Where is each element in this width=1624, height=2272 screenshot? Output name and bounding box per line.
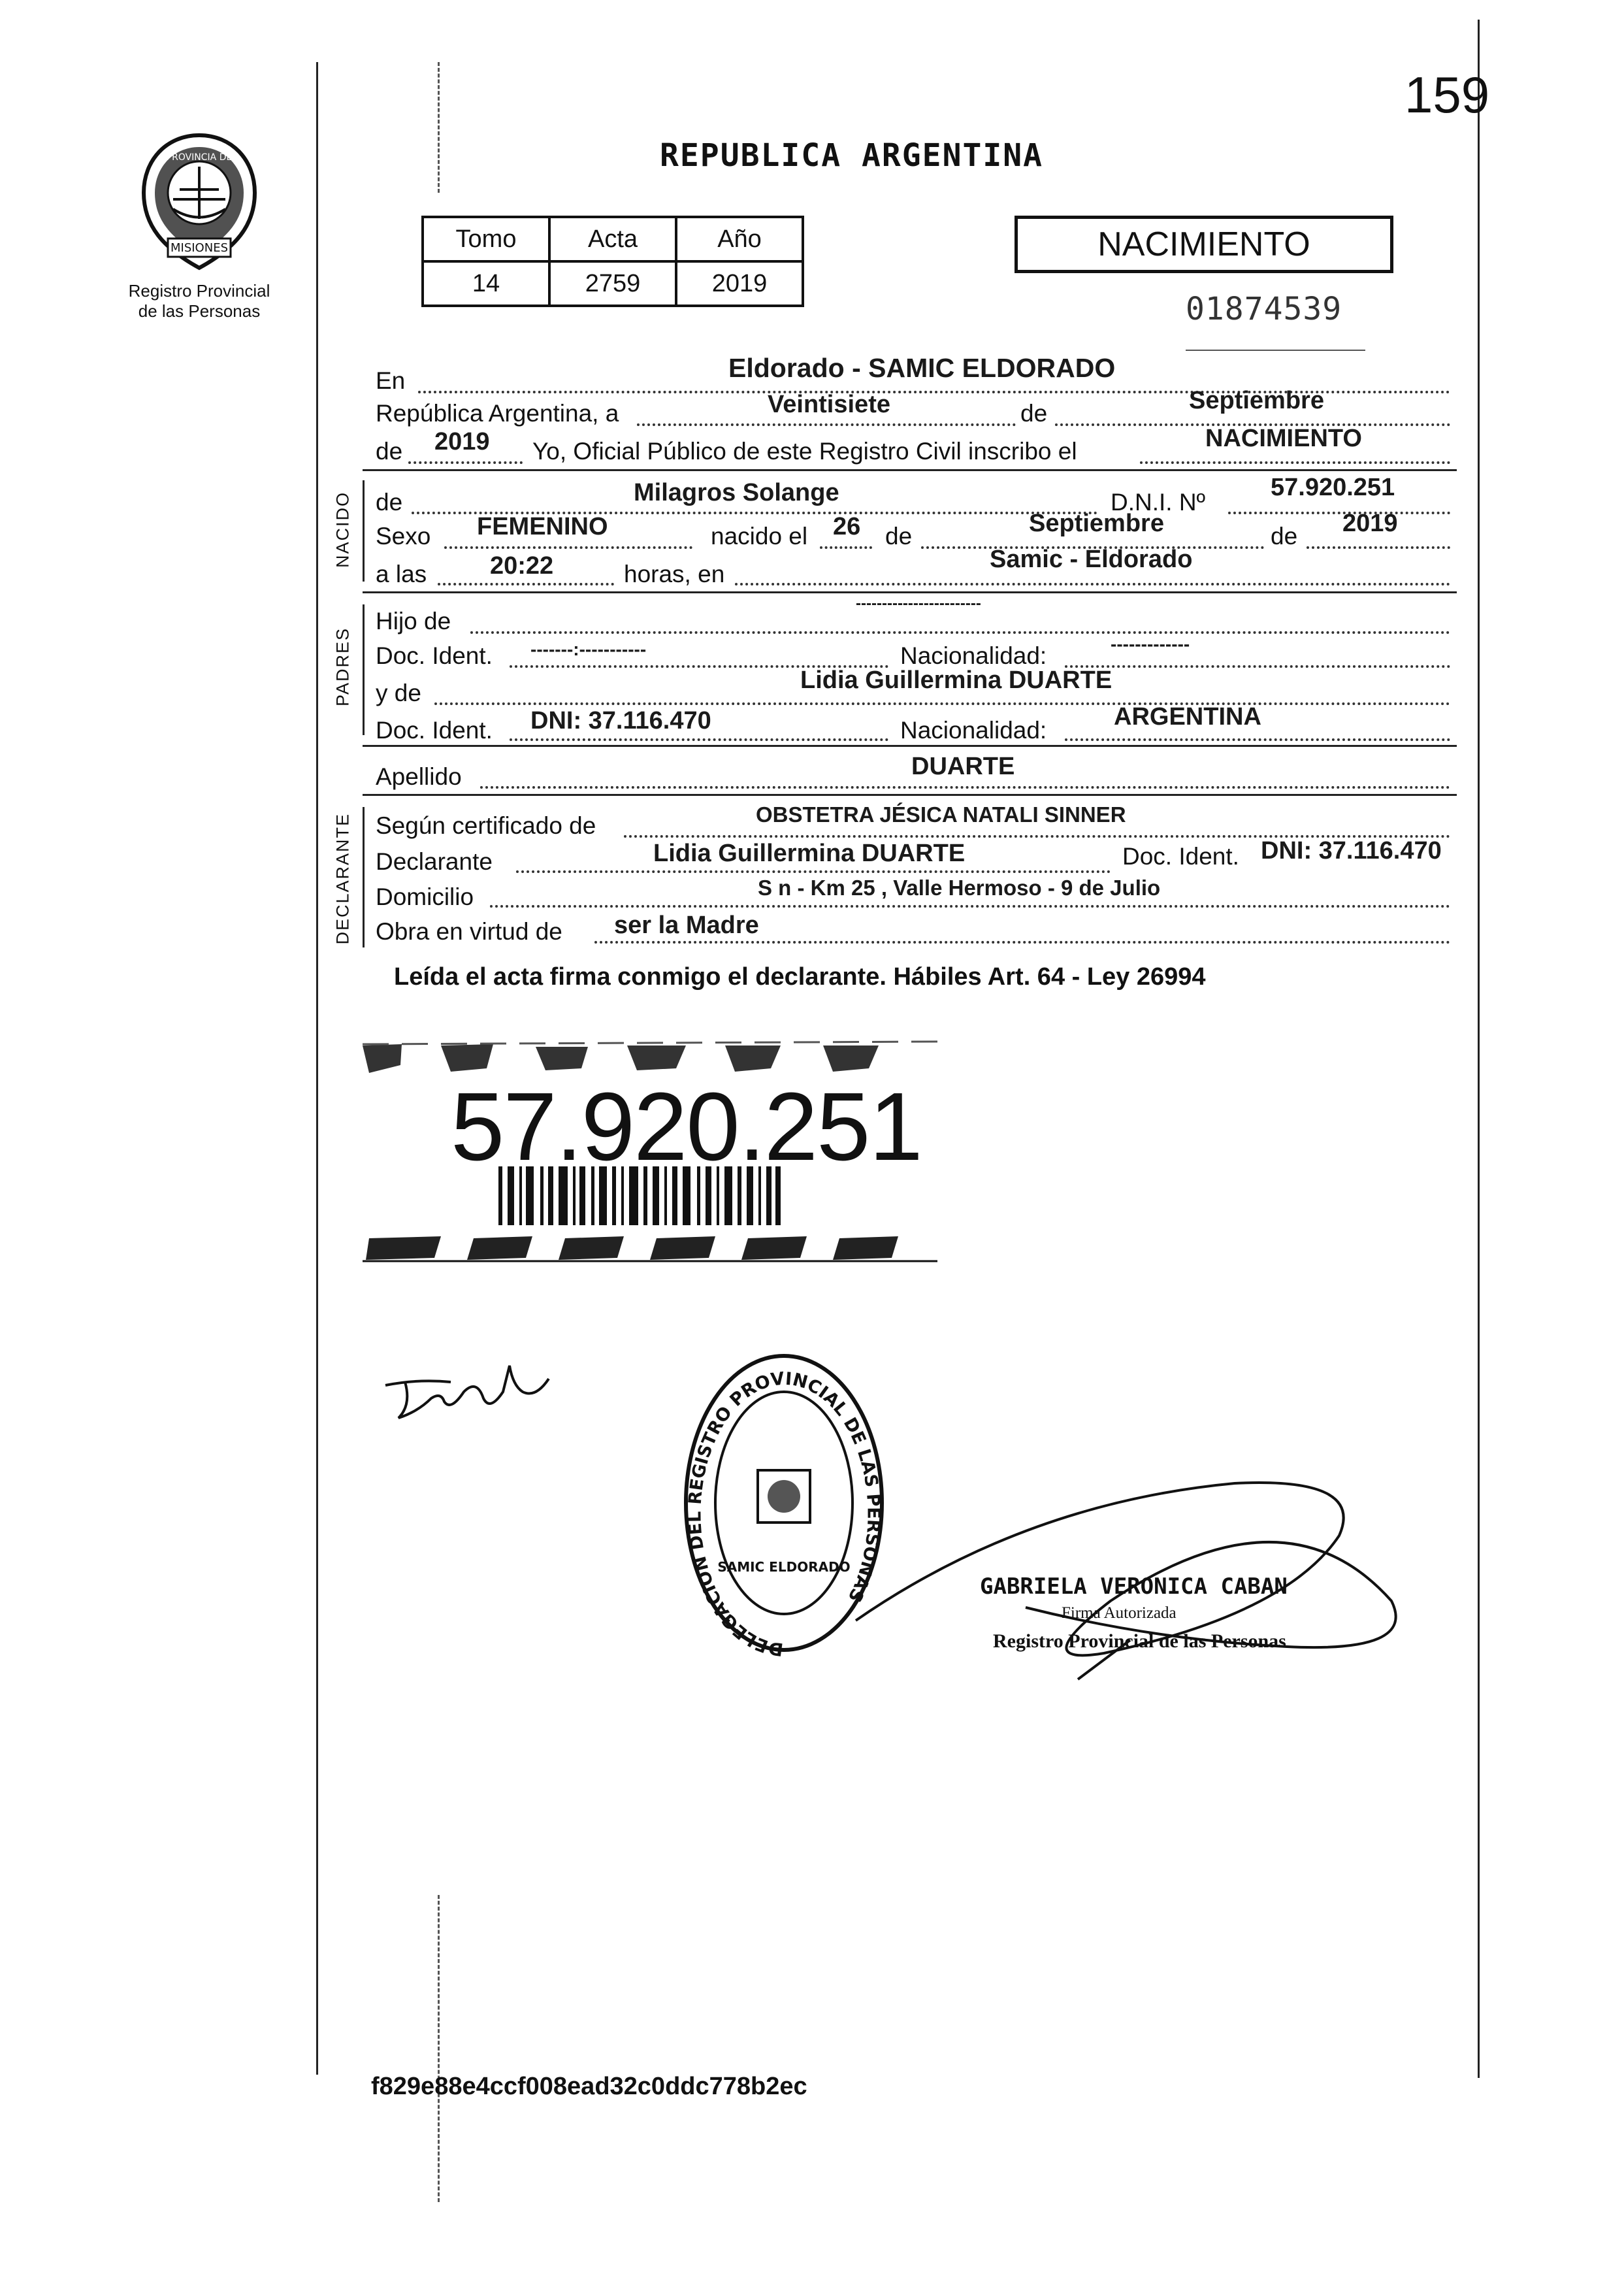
declarante-value: Lidia Guillermina DUARTE (653, 840, 966, 867)
month-value: Septiembre (1189, 387, 1324, 414)
hijo-dots (470, 631, 1450, 634)
declarante-doc-label: Doc. Ident. (1122, 843, 1239, 870)
time-value: 20:22 (490, 552, 554, 580)
anio-header: Año (676, 217, 803, 261)
en-label: En (376, 367, 406, 394)
svg-text:MISIONES: MISIONES (170, 241, 229, 255)
anio-value: 2019 (676, 261, 803, 306)
nacido-de-label: de (376, 489, 403, 516)
declarante-doc-value: DNI: 37.116.470 (1261, 837, 1442, 864)
nacido-de2-label: de (885, 523, 913, 550)
svg-text:SAMIC ELDORADO: SAMIC ELDORADO (717, 1559, 851, 1575)
nac2-label: Nacionalidad: (900, 717, 1047, 744)
birth-day-dots (820, 546, 872, 549)
hijo-label: Hijo de (376, 608, 451, 634)
nacido-section-label: NACIDO (333, 491, 353, 568)
nacido-de3-label: de (1271, 523, 1298, 550)
tomo-acta-table (421, 216, 804, 307)
declarante-section-label: DECLARANTE (333, 812, 353, 945)
sexo-dots (444, 546, 692, 549)
domicilio-label: Domicilio (376, 883, 474, 910)
doc2-value: DNI: 37.116.470 (530, 707, 711, 734)
child-name-value: Milagros Solange (634, 479, 839, 506)
day-dots (637, 423, 1016, 426)
tipo-dots (1140, 461, 1450, 464)
horas-label: horas, en (624, 561, 725, 587)
document-type-box: NACIMIENTO (1015, 216, 1393, 273)
hijo-value: ------------------------ (856, 595, 981, 612)
doc2-label: Doc. Ident. (376, 717, 493, 744)
madre-value: Lidia Guillermina DUARTE (800, 667, 1112, 694)
nacionalidad-label: Nacionalidad: (900, 642, 1047, 669)
doc2-dots (510, 738, 888, 741)
registry-name-line1: Registro Provincial (128, 281, 270, 301)
apellido-value: DUARTE (911, 753, 1015, 780)
right-margin-line (1478, 20, 1480, 2078)
nac2-dots (1065, 738, 1450, 741)
serial-number: 01874539 (1186, 291, 1342, 327)
nac2-value: ARGENTINA (1114, 703, 1261, 731)
center-fold-line (438, 62, 440, 193)
official-role: Firma Autorizada (1062, 1604, 1177, 1622)
dni-label: D.N.I. Nº (1111, 489, 1206, 516)
acta-header: Acta (549, 217, 676, 261)
declarante-bracket (363, 807, 365, 947)
acta-value: 2759 (549, 261, 676, 306)
birth-day-value: 26 (833, 513, 861, 540)
year-value: 2019 (434, 428, 490, 455)
declarante-label: Declarante (376, 848, 493, 875)
birth-month-value: Septiembre (1029, 510, 1164, 537)
tomo-header: Tomo (423, 217, 549, 261)
misiones-seal-icon (127, 127, 271, 278)
center-fold-line-bottom (438, 1895, 440, 2202)
domicilio-dots (490, 905, 1450, 908)
rule-3 (363, 745, 1457, 747)
document-hash: f829e88e4ccf008ead32c0ddc778b2ec (371, 2073, 807, 2100)
official-name: GABRIELA VERONICA CABAN (980, 1573, 1288, 1600)
birth-year-dots (1307, 546, 1450, 549)
doc-ident-value: -------:----------- (530, 639, 647, 659)
rule-2 (363, 591, 1457, 593)
nacionalidad-value: ------------- (1111, 634, 1190, 654)
serial-underline (1186, 350, 1365, 351)
doc-ident-label: Doc. Ident. (376, 642, 493, 669)
left-margin-line (316, 62, 318, 2075)
officer-signature (830, 1405, 1418, 1699)
dni-sticker-number: 57.920.251 (451, 1073, 922, 1181)
padres-bracket (363, 604, 365, 735)
yde-label: y de (376, 680, 421, 706)
obra-value: ser la Madre (614, 912, 759, 939)
segun-label: Según certificado de (376, 812, 596, 839)
svg-text:DELEGACION DEL REGISTRO PROVIN: DELEGACION DEL REGISTRO PROVINCIAL DE LAS PERSONAS (685, 1368, 884, 1660)
padres-section-label: PADRES (333, 627, 353, 707)
closing-note: Leída el acta firma conmigo el declarante. Hábiles Art. 64 - Ley 26994 (394, 963, 1206, 991)
de-label: de (1020, 400, 1048, 427)
sexo-value: FEMENINO (477, 513, 608, 540)
apellido-dots (480, 786, 1450, 789)
rule-1 (363, 469, 1457, 471)
registry-logo (114, 127, 284, 321)
declarante-dots (516, 870, 1111, 873)
time-dots (438, 583, 614, 585)
yo-label: Yo, Oficial Público de este Registro Civil inscribo el (532, 438, 1077, 465)
tipo-value: NACIMIENTO (1205, 425, 1362, 452)
sexo-label: Sexo (376, 523, 431, 550)
tomo-value: 14 (423, 261, 549, 306)
place-value: Samic - Eldorado (990, 546, 1193, 573)
alas-label: a las (376, 561, 427, 587)
registry-name-line2: de las Personas (138, 301, 261, 321)
rule-4 (363, 794, 1457, 796)
official-org: Registro Provincial de las Personas (993, 1630, 1286, 1652)
apellido-label: Apellido (376, 763, 462, 790)
declarant-signature (379, 1353, 562, 1438)
day-value: Veintisiete (768, 391, 890, 418)
obra-label: Obra en virtud de (376, 918, 562, 945)
de2-label: de (376, 438, 403, 465)
birth-year-value: 2019 (1342, 510, 1398, 537)
year-dots (408, 461, 523, 464)
dni-dots (1228, 512, 1450, 514)
svg-text:PROVINCIA DE: PROVINCIA DE (166, 152, 233, 163)
republica-label: República Argentina, a (376, 400, 619, 427)
nacido-bracket (363, 480, 365, 582)
en-value: Eldorado - SAMIC ELDORADO (728, 353, 1116, 383)
page-number: 159 (1405, 66, 1490, 123)
document-title: REPUBLICA ARGENTINA (660, 137, 1044, 174)
nacionalidad-dots (1065, 665, 1450, 668)
domicilio-value: S n - Km 25 , Valle Hermoso - 9 de Julio (758, 876, 1161, 900)
dni-value: 57.920.251 (1271, 474, 1395, 501)
madre-dots (434, 702, 1450, 705)
obra-dots (594, 941, 1450, 944)
segun-value: OBSTETRA JÉSICA NATALI SINNER (756, 802, 1126, 827)
place-dots (735, 583, 1450, 585)
nacido-el-label: nacido el (711, 523, 808, 550)
